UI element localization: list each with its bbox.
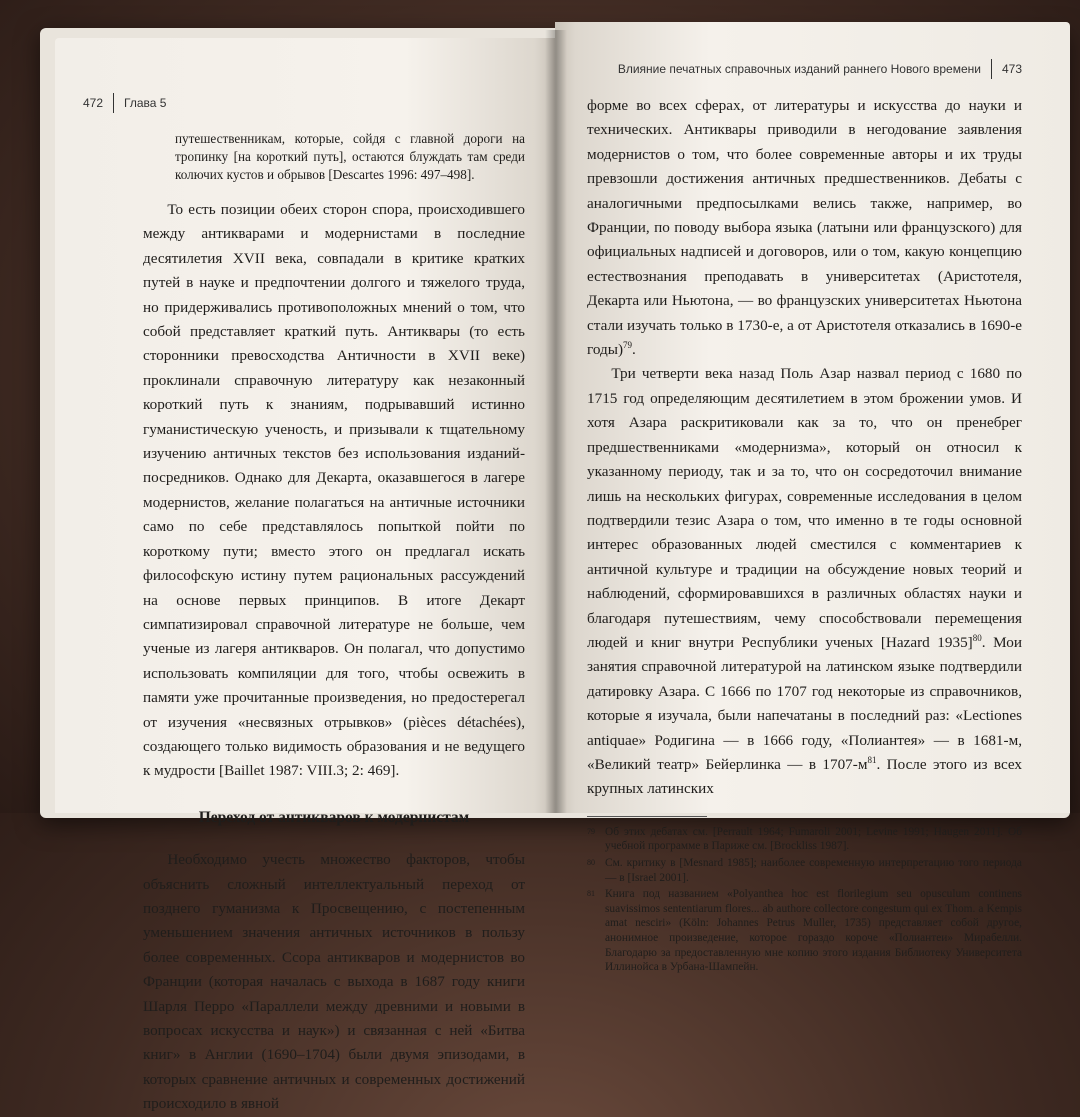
left-running-head	[83, 92, 525, 114]
paragraph-text: .	[632, 341, 636, 359]
footnote-rule	[587, 816, 707, 817]
footnote-ref: 80	[972, 632, 982, 643]
footnote-text: См. критику в [Mesnard 1985]; наиболее современную интерпретацию того периода — в [Israel 2001].	[605, 856, 1022, 884]
footnote-text: Книга под названием «Polyanthea hoc est florilegium seu opusculum continens suavissimos sententiarum flores... ab authore collectore congestum qui ex Thom. a Kempis amat nesciri» (Köln: Johannes Petrus Muller, 1735) представляет собой другое, анонимное произведение, которое гораздо короче «Полиантеи» Мирабелли. Благодарю за предоставленную мне копию этого издания Библиотеку Университета Иллинойса в Урбана-Шампейн.	[605, 888, 1022, 974]
footnote-number: 80	[587, 857, 595, 867]
left-page	[55, 38, 555, 1113]
paragraph-text: форме во всех сферах, от литературы и искусства до науки и технических. Антиквары приводили в негодование заявления модернистов о том, что более современные авторы и их труды превзошли достижения античных предшественников. Дебаты с аналогичными предпосылками велись также, например, во Франции, по поводу выбора языка (латыни или французского) для официальных надписей и договоров, или о том, какую концепцию естествознания преподавать в университетах (Аристотеля, Декарта или Ньютона, — во французских университетах Ньютона стали изучать только в 1730-е, а от Аристотеля отказались в 1690-е годы)	[587, 97, 1022, 359]
running-head-divider	[991, 59, 992, 79]
right-body	[587, 94, 1022, 802]
paragraph	[587, 362, 1022, 801]
running-title: Влияние печатных справочных изданий раннего Нового времени	[617, 62, 981, 76]
paragraph	[587, 94, 1022, 362]
footnote-number: 81	[587, 889, 595, 899]
left-page-number: 472	[83, 96, 104, 110]
book-gutter	[545, 30, 567, 813]
left-body	[143, 198, 525, 1117]
paragraph-text: . После этого из всех крупных латинских	[587, 755, 1023, 798]
right-page	[555, 22, 1070, 974]
footnote-ref: 79	[623, 340, 632, 350]
footnote	[587, 825, 1022, 854]
footnote-text: Об этих дебатах см. [Perrault 1964; Fumaroli 2001; Levine 1991; Haugen 2011]. Об учебной программе в Париже см. [Brockliss 1987].	[605, 825, 1022, 853]
footnote	[587, 856, 1022, 885]
footnotes	[587, 825, 1022, 975]
block-quote: путешественникам, которые, сойдя с главной дороги на тропинку [на короткий путь], остаются блуждать там среди колючих кустов и обрывов [Descartes 1996: 497–498].	[175, 131, 525, 182]
section-heading: Переход от антикваров к модернистам	[198, 808, 470, 826]
right-page-number: 473	[1001, 62, 1022, 76]
right-running-head	[587, 58, 1022, 80]
running-head-divider	[113, 93, 114, 113]
paragraph-text: Три четверти века назад Поль Азар назвал период с 1680 по 1715 год определяющим десятилетием в этом брожении умов. И хотя Азара раскритиковали как за то, что он пренебрег предшественниками «модернизма», который он относил к указанному периоду, так и за то, что он сосредоточил внимание лишь на нескольких фигурах, современные исследования в целом подтвердили тезис Азара о том, что именно в те годы основной интерес образованных людей сместился с комментариев к античной культуре и традиции на обсуждение новых теорий и наблюдений, сформировавшихся в различных областях науки и благодаря путешествиям, чему способствовали перемещения людей и книг внутри Республики ученых [Hazard 1935]	[587, 365, 1022, 651]
paragraph-text: . Мои занятия справочной литературой на латинском языке подтвердили датировку Азара. С 1666 по 1707 год некоторые из справочников, которые я изучала, были напечатаны в последний раз: «Lectiones antiquae» Родигина — в 1666 году, «Полиантея» — в 1681-м, «Великий театр» Бейерлинка — в 1707-м	[587, 633, 1022, 773]
footnote-number: 79	[587, 826, 595, 836]
chapter-title: Глава 5	[124, 96, 167, 110]
paragraph: То есть позиции обеих сторон спора, происходившего между антикварами и модернистами в последние десятилетия XVII века, совпадали в критике кратких путей в науке и предпочтении долгого и тяжелого труда, но придерживались противоположных мнений о том, что собой представляет краткий путь. Антиквары (то есть сторонники превосходства Античности в XVII веке) проклинали справочную литературу как незаконный короткий путь к знаниям, подрывавший истинно гуманистическую ученость, и призывали к тщательному изучению античных текстов без использования изданий-посредников. Однако для Декарта, оказавшегося в лагере модернистов, желание полагаться на античные источники само по себе представлялось попыткой пойти по короткому пути; вместо этого он предлагал искать философскую истину путем рациональных рассуждений на основе первых принципов. В итоге Декарт симпатизировал справочной литературе не больше, чем ученые из лагеря антикваров. Он полагал, что допустимо использовать компиляции для того, чтобы освежить в памяти уже прочитанные произведения, но предостерегал от изучения «несвязных отрывков» (pièces détachées), создающего только видимость образования и не ведущего к мудрости [Baillet 1987: VIII.3; 2: 469].	[143, 201, 525, 780]
footnote-ref: 81	[867, 754, 877, 765]
footnote	[587, 887, 1022, 975]
paragraph: Необходимо учесть множество факторов, чтобы объяснить сложный интеллектуальный переход от позднего гуманизма к Просвещению, с постепенным уменьшением значения античных источников в пользу более современных. Ссора антикваров и модернистов во Франции (которая началась с выхода в 1687 году книги Шарля Перро «Параллели между древними и новыми в вопросах искусства и наук») и связанная с ней «Битва книг» в Англии (1690–1704) были двумя эпизодами, в которых сравнение античных и современных достижений происходило в явной	[143, 851, 525, 1113]
